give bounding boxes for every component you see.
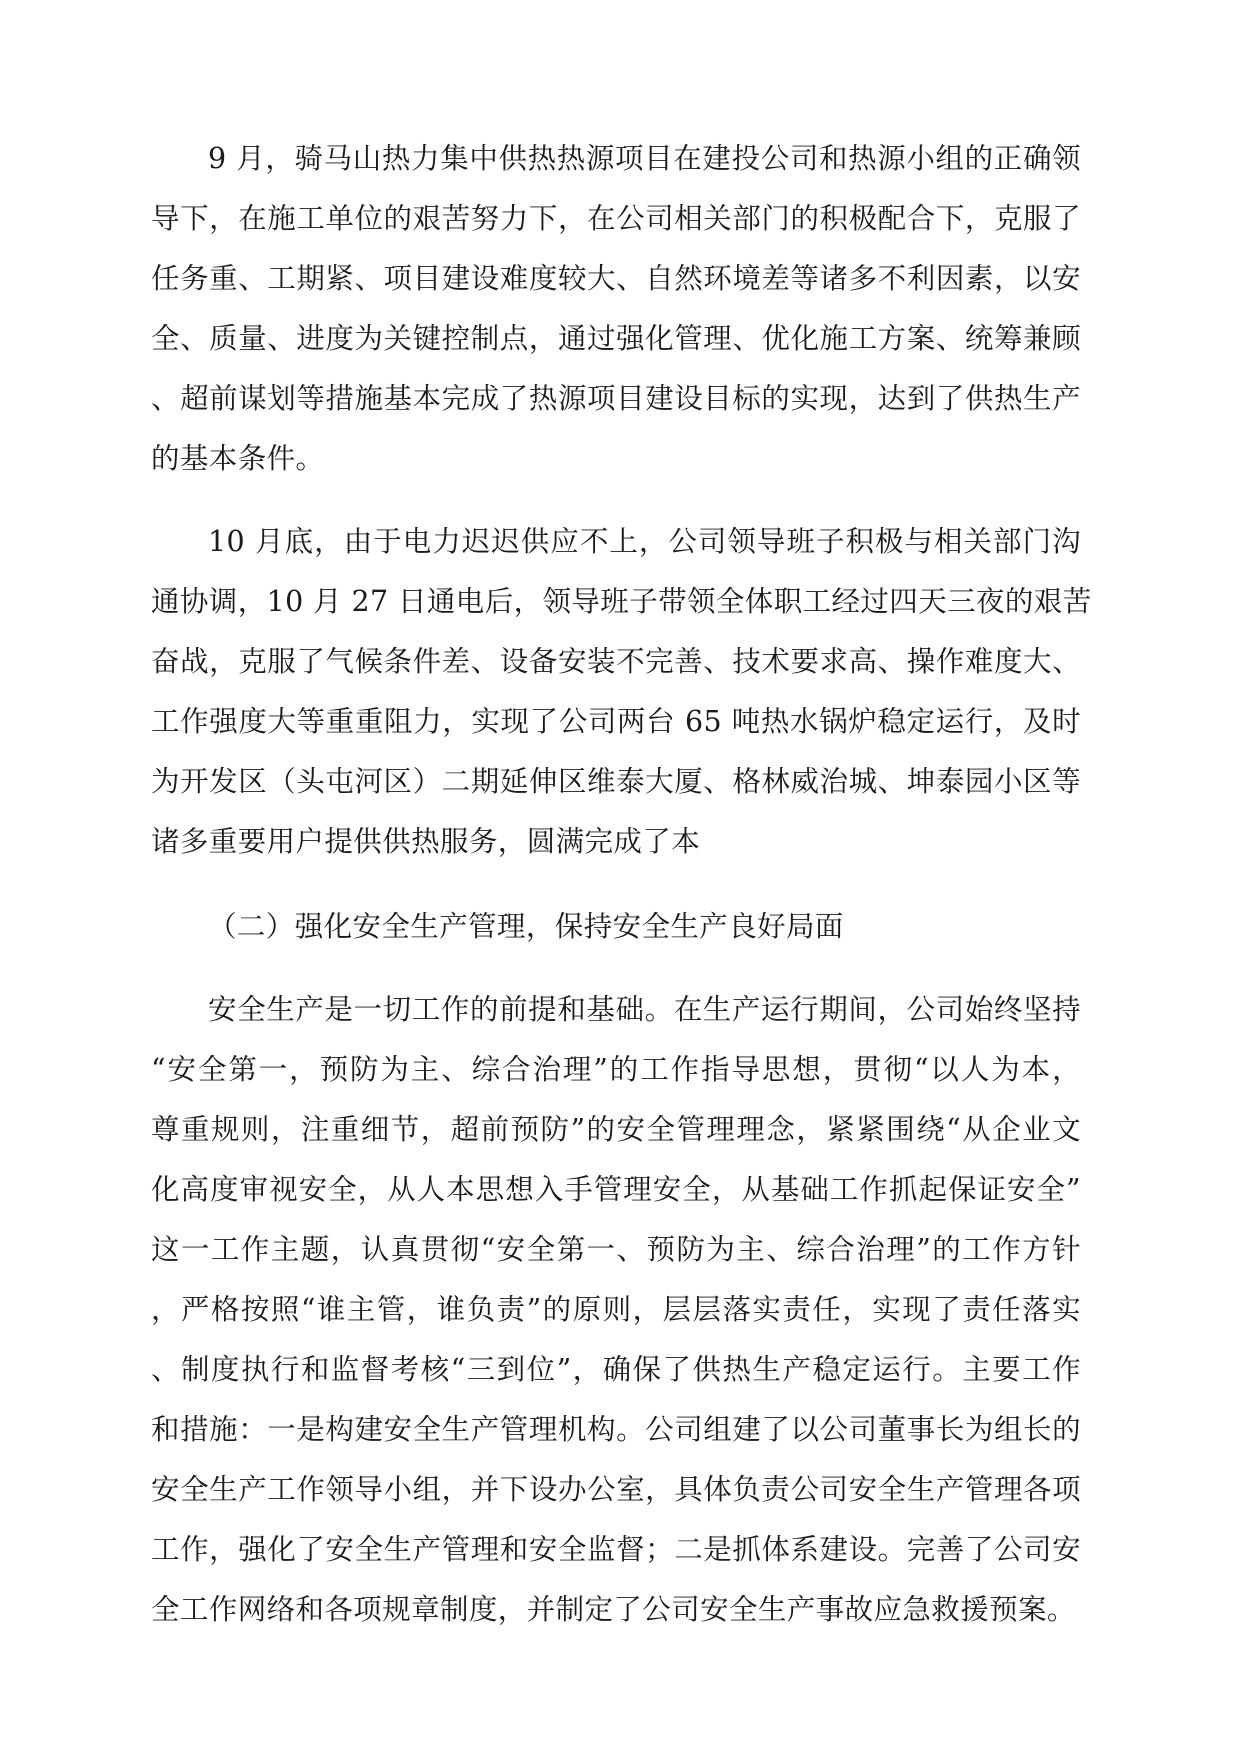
text-line: 安全生产是一切工作的前提和基础。在生产运行期间，公司始终坚持 <box>208 993 1081 1026</box>
text-line: 奋战，克服了气候条件差、设备安装不完善、技术要求高、操作难度大、 <box>151 645 1081 678</box>
text-line: 全、质量、进度为关键控制点，通过强化管理、优化施工方案、统筹兼顾 <box>151 322 1081 355</box>
text-line: 工作，强化了安全生产管理和安全监督；二是抓体系建设。完善了公司安 <box>151 1533 1081 1566</box>
text-line: 诸多重要用户提供供热服务，圆满完成了本 <box>151 825 701 858</box>
text-line: 尊重规则，注重细节，超前预防”的安全管理理念，紧紧围绕“从企业文 <box>151 1113 1081 1146</box>
text-line: 为开发区（头屯河区）二期延伸区维泰大厦、格林威治城、坤泰园小区等 <box>151 765 1081 798</box>
text-line: 全工作网络和各项规章制度，并制定了公司安全生产事故应急救援预案。 <box>151 1593 1076 1626</box>
text-line: 9 月，骑马山热力集中供热热源项目在建投公司和热源小组的正确领 <box>208 142 1081 175</box>
text-line: 、制度执行和监督考核“三到位”，确保了供热生产稳定运行。主要工作 <box>151 1353 1081 1386</box>
text-line: 任务重、工期紧、项目建设难度较大、自然环境差等诸多不利因素，以安 <box>151 262 1081 295</box>
text-line: 安全生产工作领导小组，并下设办公室，具体负责公司安全生产管理各项 <box>151 1473 1081 1506</box>
text-line: 化高度审视安全，从人本思想入手管理安全，从基础工作抓起保证安全” <box>151 1173 1081 1206</box>
text-line: “安全第一，预防为主、综合治理”的工作指导思想，贯彻“以人为本， <box>151 1053 1081 1086</box>
text-line: 通协调，10 月 27 日通电后，领导班子带领全体职工经过四天三夜的艰苦 <box>151 585 1092 618</box>
text-line: 导下，在施工单位的艰苦努力下，在公司相关部门的积极配合下，克服了 <box>151 202 1081 235</box>
text-line: 10 月底，由于电力迟迟供应不上，公司领导班子积极与相关部门沟 <box>208 525 1081 558</box>
text-line: 、超前谋划等措施基本完成了热源项目建设目标的实现，达到了供热生产 <box>151 382 1081 415</box>
text-line: ，严格按照“谁主管，谁负责”的原则，层层落实责任，实现了责任落实 <box>151 1293 1081 1326</box>
text-line: 工作强度大等重重阻力，实现了公司两台 65 吨热水锅炉稳定运行，及时 <box>151 705 1081 738</box>
text-line: 这一工作主题，认真贯彻“安全第一、预防为主、综合治理”的工作方针 <box>151 1233 1081 1266</box>
text-line: 和措施：一是构建安全生产管理机构。公司组建了以公司董事长为组长的 <box>151 1413 1081 1446</box>
text-line: 的基本条件。 <box>151 442 325 475</box>
section-heading: （二）强化安全生产管理，保持安全生产良好局面 <box>208 910 844 943</box>
